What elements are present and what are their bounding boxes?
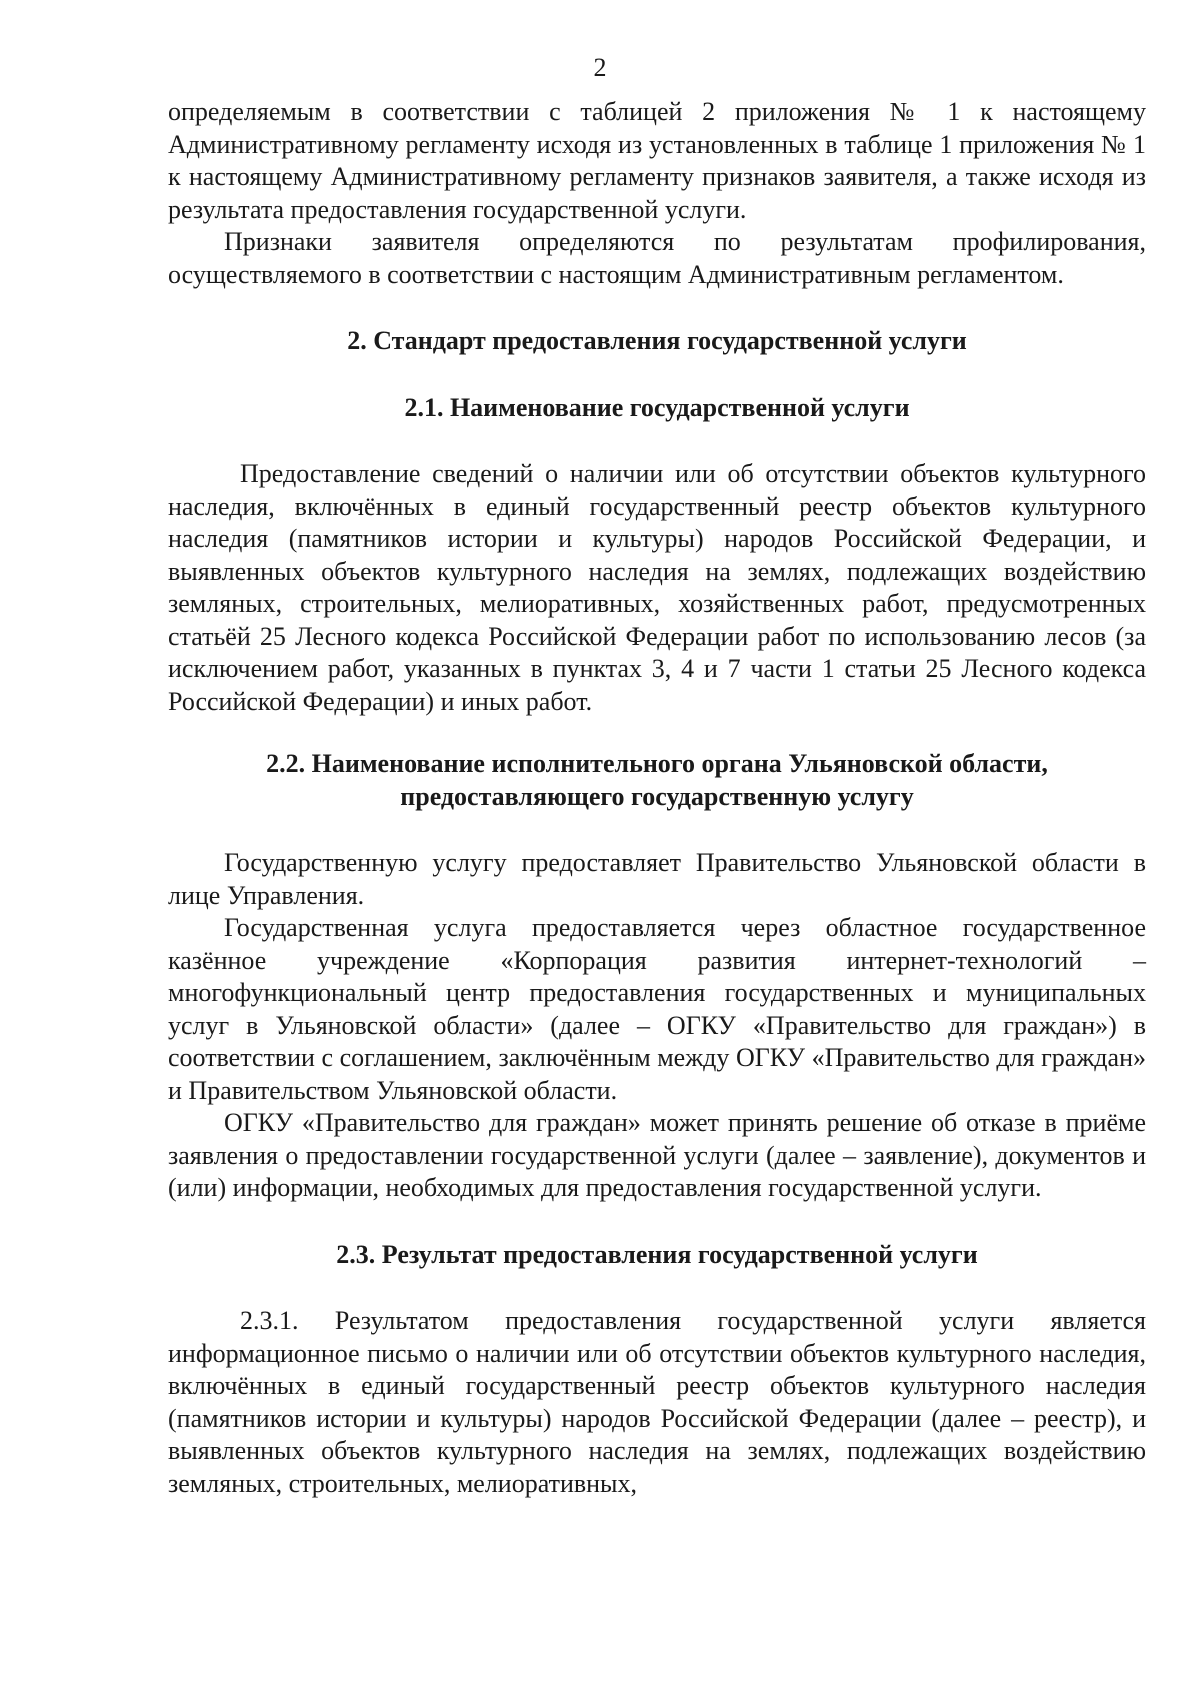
section-2-1-paragraph: Предоставление сведений о наличии или об отсутствии объектов культурного наследия, включённых в единый государственный реестр объектов культурного наследия (памятников истории и культуры) народов Российской Федерации, и выявленных объектов культурного наследия на землях, подлежащих воздействию земляных, строительных, мелиоративных, хозяйственных работ, предусмотренных статьёй 25 Лесного кодекса Российской Федерации работ по использованию лесов (за исключением работ, указанных в пунктах 3, 4 и 7 части 1 статьи 25 Лесного кодекса Российской Федерации) и иных работ. bbox=[168, 459, 1146, 716]
section-2-3-1-paragraph: 2.3.1. Результатом предоставления государственной услуги является информационное письмо о наличии или об отсутствии объектов культурного наследия, включённых в единый государственный реестр объектов культурного наследия (памятников истории и культуры) народов Российской Федерации (далее – реестр), и выявленных объектов культурного наследия на землях, подлежащих воздействию земляных, строительных, мелиоративных, bbox=[168, 1306, 1146, 1498]
intro-paragraph-2: Признаки заявителя определяются по результатам профилирования, осуществляемого в соответствии с настоящим Административным регламентом. bbox=[168, 227, 1146, 289]
section-2-2-paragraph-2: Государственная услуга предоставляется через областное государственное казённое учреждение «Корпорация развития интернет-технологий – многофункциональный центр предоставления государственных и муниципальных услуг в Ульяновской области» (далее – ОГКУ «Правительство для граждан») в соответствии с соглашением, заключённым между ОГКУ «Правительство для граждан» и Правительством Ульяновской области. bbox=[168, 913, 1146, 1105]
section-2-2-heading-line-1: 2.2. Наименование исполнительного органа Ульяновской области, bbox=[266, 749, 1048, 778]
section-2-2-paragraph-1: Государственную услугу предоставляет Правительство Ульяновской области в лице Управления. bbox=[168, 848, 1146, 910]
intro-paragraph-1: определяемым в соответствии с таблицей 2 приложения № 1 к настоящему Административному регламенту исходя из установленных в таблице 1 приложения № 1 к настоящему Административному регламенту признаков заявителя, а также исходя из результата предоставления государственной услуги. bbox=[168, 97, 1146, 224]
section-2-2-heading-line-2: предоставляющего государственную услугу bbox=[400, 781, 914, 811]
section-2-2-heading bbox=[168, 748, 1146, 813]
page-number: 2 bbox=[593, 53, 607, 82]
section-2-1-heading: 2.1. Наименование государственной услуги bbox=[404, 392, 910, 422]
section-2-3-heading: 2.3. Результат предоставления государственной услуги bbox=[336, 1239, 978, 1269]
section-2-2-paragraph-3: ОГКУ «Правительство для граждан» может принять решение об отказе в приёме заявления о предоставлении государственной услуги (далее – заявление), документов и (или) информации, необходимых для предоставления государственной услуги. bbox=[168, 1108, 1146, 1202]
section-2-heading: 2. Стандарт предоставления государственной услуги bbox=[347, 326, 967, 355]
document-body bbox=[168, 96, 1146, 1500]
